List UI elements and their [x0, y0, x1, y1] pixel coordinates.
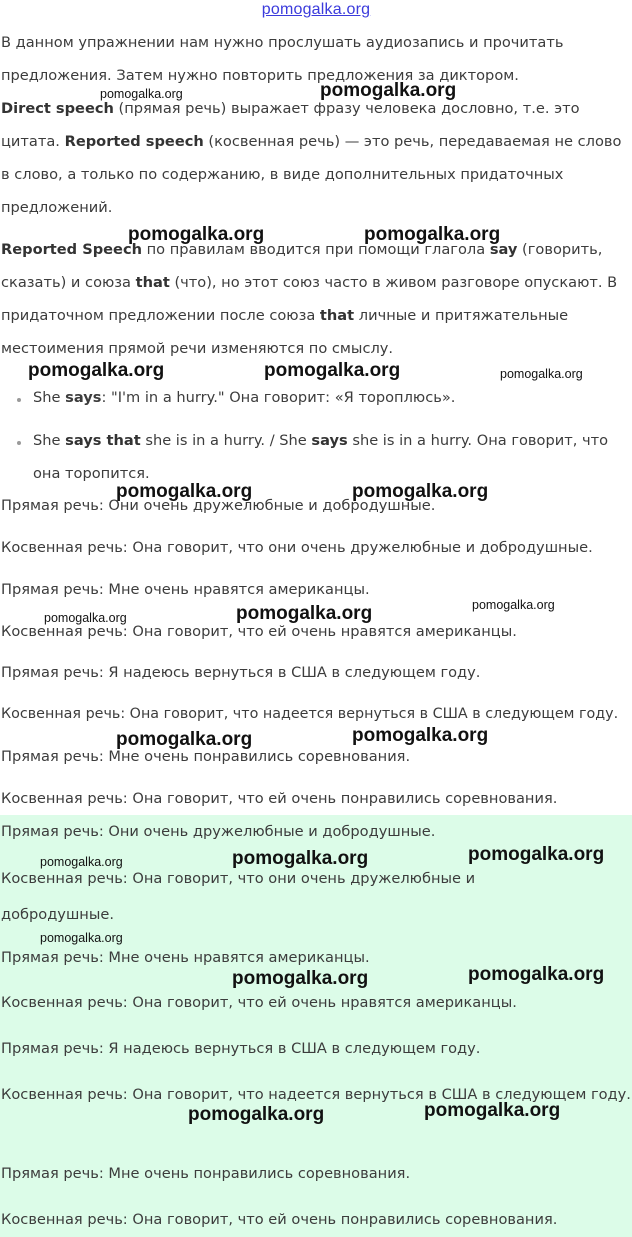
watermark: pomogalka.org [188, 1104, 325, 1125]
answer-direct-line: Прямая речь: Они очень дружелюбные и добродушные. [1, 823, 436, 840]
term-direct-speech: Direct speech [1, 100, 114, 117]
watermark: pomogalka.org [500, 367, 583, 381]
text-fragment: личные и притяжательные местоимения прямой речи изменяются по смыслу. [1, 307, 569, 357]
bullet-dot [17, 441, 21, 445]
text-fragment: : "I'm in a hurry." Она говорит: «Я тороплюсь». [101, 389, 456, 406]
term-says-that: says that [65, 432, 141, 449]
answer-direct-line: Прямая речь: Мне очень понравились соревнования. [1, 1165, 411, 1182]
watermark: pomogalka.org [264, 360, 401, 381]
watermark: pomogalka.org [116, 481, 253, 502]
watermark: pomogalka.org [424, 1100, 561, 1121]
term-reported-speech-2: Reported Speech [1, 241, 142, 258]
watermark: pomogalka.org [28, 360, 165, 381]
watermark: pomogalka.org [128, 224, 265, 245]
answer-direct-line: Прямая речь: Мне очень нравятся американцы. [1, 949, 370, 966]
term-that-2: that [319, 307, 355, 324]
direct-speech-line: Прямая речь: Я надеюсь вернуться в США в следующем году. [1, 664, 481, 681]
text-fragment: (косвенная речь) — это речь, передаваемая не слово в слово, а только по содержанию, в виде дополнительных придаточных предложений. [1, 133, 622, 216]
watermark: pomogalka.org [40, 855, 123, 869]
direct-speech-line: Прямая речь: Мне очень нравятся американцы. [1, 581, 370, 598]
watermark: pomogalka.org [320, 80, 457, 101]
reported-speech-line: Косвенная речь: Она говорит, что надеется вернуться в США в следующем году. [1, 706, 619, 722]
watermark: pomogalka.org [232, 848, 369, 869]
text-fragment: (прямая речь) выражает фразу человека дословно, т.е. это цитата. [1, 100, 580, 150]
intro-paragraph-2 [1, 92, 629, 224]
direct-speech-line: Прямая речь: Мне очень понравились соревнования. [1, 748, 411, 765]
direct-speech-line: Прямая речь: Они очень дружелюбные и добродушные. [1, 497, 436, 514]
reported-speech-line: Косвенная речь: Она говорит, что ей очень нравятся американцы. [1, 623, 517, 640]
intro-paragraph-1: В данном упражнении нам нужно прослушать аудиозапись и прочитать предложения. Затем нужно повторить предложения за диктором. [1, 34, 564, 84]
text-fragment: she is in a hurry. / She [140, 432, 312, 449]
text-fragment: по правилам вводится при помощи глагола [142, 241, 490, 258]
text-fragment: She [33, 432, 66, 449]
watermark: pomogalka.org [472, 598, 555, 612]
watermark: pomogalka.org [352, 725, 489, 746]
answer-reported-line: Косвенная речь: Она говорит, что надеется вернуться в США в следующем году. [1, 1086, 631, 1103]
term-says: says [65, 389, 102, 406]
watermark: pomogalka.org [352, 481, 489, 502]
answer-reported-line: Косвенная речь: Она говорит, что ей очень понравились соревнования. [1, 1211, 558, 1228]
watermark: pomogalka.org [116, 729, 253, 750]
answer-reported-line: Косвенная речь: Она говорит, что они очень дружелюбные и добродушные. [1, 870, 476, 923]
bullet-item-1 [33, 389, 455, 406]
text-fragment: (что), но этот союз часто в живом разговоре опускают. В придаточном предложении после союза [1, 274, 618, 324]
reported-speech-line: Косвенная речь: Она говорит, что они очень дружелюбные и добродушные. [1, 539, 593, 556]
watermark: pomogalka.org [232, 968, 369, 989]
watermark: pomogalka.org [100, 87, 183, 101]
term-says: says [311, 432, 348, 449]
watermark: pomogalka.org [44, 611, 127, 625]
site-header-link[interactable]: pomogalka.org [261, 1, 371, 18]
watermark: pomogalka.org [236, 603, 373, 624]
watermark: pomogalka.org [468, 964, 605, 985]
bullet-dot [17, 398, 21, 402]
watermark: pomogalka.org [40, 931, 123, 945]
term-say: say [489, 241, 518, 258]
text-fragment: She [33, 389, 66, 406]
answer-reported-line: Косвенная речь: Она говорит, что ей очень нравятся американцы. [1, 994, 517, 1011]
watermark: pomogalka.org [364, 224, 501, 245]
watermark: pomogalka.org [468, 844, 605, 865]
reported-speech-line: Косвенная речь: Она говорит, что ей очень понравились соревнования. [1, 790, 558, 807]
text-fragment: (говорить, сказать) и союза [1, 241, 603, 291]
term-reported-speech: Reported speech [64, 133, 204, 150]
term-that: that [135, 274, 170, 291]
answer-direct-line: Прямая речь: Я надеюсь вернуться в США в следующем году. [1, 1040, 481, 1057]
text-fragment: she is in a hurry. Она говорит, что она торопится. [33, 432, 609, 482]
intro-paragraph-3 [1, 233, 629, 365]
